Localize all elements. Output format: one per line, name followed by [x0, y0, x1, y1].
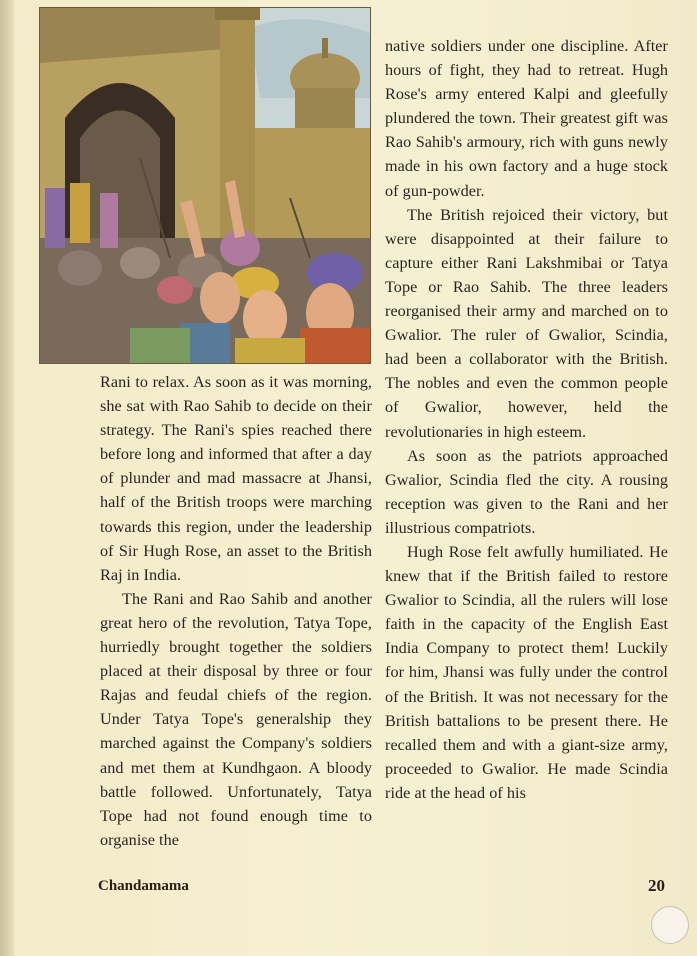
page-number: 20: [648, 876, 665, 895]
right-paragraph-2: The British rejoiced their victory, but were disappointed at their failure to capture either Rani Lakshmibai or Tatya Tope or Rao Sahib. The three leaders reorganised their army and marched on to Gwalior. The ruler of Gwalior, Scindia, had been a collaborator with the British. The nobles and even the common people of Gwalior, however, held the revolutionaries in high esteem.: [385, 205, 668, 441]
battle-crowd-fort-illustration: [40, 8, 370, 363]
right-text-column: [385, 34, 668, 805]
right-paragraph-4: Hugh Rose felt awfully humiliated. He knew that if the British failed to restore Gwalior to Scindia, all the rulers will lose faith in the capacity of the English East India Company to protect them! Luckily for him, Jhansi was fully under the control of the British. It was not necessary for the British battalions to be present there. He recalled them and with a giant-size army, proceeded to Gwalior. He made Scindia ride at the head of his: [385, 542, 668, 802]
left-text-column: [100, 370, 372, 852]
library-stamp-icon: [651, 906, 689, 944]
magazine-title: Chandamama: [98, 878, 189, 894]
illustration: [39, 7, 371, 364]
right-paragraph-1: native soldiers under one discipline. After hours of fight, they had to retreat. Hugh Rose's army entered Kalpi and gleefully plundered the town. Their greatest gift was Rao Sahib's armoury, rich with guns newly made in his own factory and a huge stock of gun-powder.: [385, 37, 668, 200]
left-paragraph-1: Rani to relax. As soon as it was morning, she sat with Rao Sahib to decide on their strategy. The Rani's spies reached there before long and informed that after a day of plunder and mad massacre at Jhansi, half of the British troops were marching towards this region, under the leadership of Sir Hugh Rose, an asset to the British Raj in India.: [100, 373, 372, 584]
left-paragraph-2: The Rani and Rao Sahib and another great hero of the revolution, Tatya Tope, hurriedly brought together the soldiers placed at their disposal by three or four Rajas and feudal chiefs of the region. Under Tatya Tope's generalship they marched against the Company's soldiers and met them at Kundhgaon. A bloody battle followed. Unfortunately, Tatya Tope had not found enough time to organise the: [100, 589, 372, 849]
right-paragraph-3: As soon as the patriots approached Gwalior, Scindia fled the city. A rousing reception was given to the Rani and her illustrious compatriots.: [385, 446, 668, 537]
page-binding-shadow: [0, 0, 14, 956]
